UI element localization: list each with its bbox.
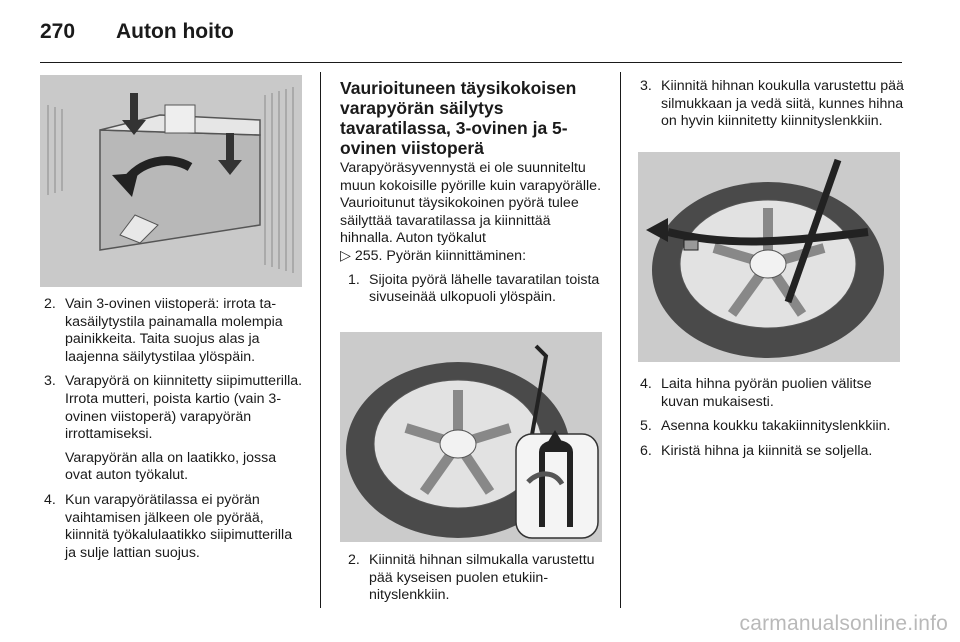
intro-text: Varapyöräsyvennystä ei ole suunniteltu muun kokoisille pyörille kuin varapyörälle. Vaurioitunut täysikokoinen pyörä tulee säilyttää tavaratilassa ja kiinnittää hihnalla. Auton työkalut [340,160,602,247]
steps-list-col3a [640,78,906,131]
item-text: Vain 3-ovinen viistoperä: irrota takasäilytystila painamalla molempia painikkeita. Taita suojus alas ja laajenna säilytystilaa ylöspäin. [65,296,283,365]
header-rule [40,62,902,63]
arrow-ref-icon: ▷ [340,247,351,264]
item-text: Kiinnitä hihnan koukulla varustettu pää silmukkaan ja vedä siitä, kunnes hihna on hyvin kiinnitetty kiinnityslenkkiin. [661,78,904,130]
ref-text: 255. Pyörän kiinnittäminen: [354,247,527,264]
item-number: 2. [44,296,56,312]
list-item [44,492,306,562]
list-item [640,78,906,131]
column-3-text-top [640,78,906,138]
list-item [348,552,606,605]
column-divider-2 [620,72,621,608]
item-text: Varapyörä on kiinnitetty siipimutterilla. Irrota mutteri, poista kartio (vain 3-ovinen viistoperä) varapyörän irrottamiseksi. [65,373,303,443]
item-number: 1. [348,271,360,288]
list-item [640,443,908,461]
section-heading: Vaurioituneen täysikokoisen varapyörän säilytys tavaratilassa, 3-ovinen ja 5-ovinen viistoperä [340,78,577,158]
steps-list-col2b [348,552,606,605]
page-header [40,20,902,60]
item-text: Sijoita pyörä lähelle tavaratilan toista sivuseinää ulkopuoli ylöspäin. [369,271,600,306]
item-text: Kiinnitä hihnan silmukalla varustettu pää kyseisen puolen etukiinnityslenkkiin. [369,552,595,604]
item-number: 5. [640,418,652,435]
item-text: Laita hihna pyörän puolien välitse kuvan mukaisesti. [661,376,872,410]
item-number: 4. [640,376,652,392]
figure-wheel-strap-hook [638,152,900,362]
steps-list-col3b [640,376,908,460]
item-number: 2. [348,552,360,568]
column-2-text-bottom [348,552,606,612]
figure-storage-cover [40,75,302,287]
figure-wheel-strap-loop [340,332,602,542]
item-number: 3. [640,78,652,94]
steps-list-col2a [340,272,604,307]
list-item [44,373,306,485]
column-divider-1 [320,72,321,608]
list-item [640,376,908,411]
column-3-text-bottom [640,376,908,467]
column-1-text [44,296,306,569]
steps-list-col1 [44,296,306,562]
item-subtext: Varapyörän alla on laatikko, jossa ovat auton työkalut. [65,449,277,484]
list-item [44,296,306,366]
item-text: Kun varapyörätilassa ei pyörän vaihtamisen jälkeen ole pyörää, kiinnitä työkalulaatikko siipimutterilla ja sulje lattian suojus. [65,491,293,561]
intro-paragraph [340,160,604,266]
list-item [640,418,908,436]
chapter-title: Auton hoito [116,20,234,43]
column-2-text [340,78,604,314]
page-number: 270 [40,20,76,43]
item-number: 3. [44,373,56,390]
list-item [348,272,604,307]
item-number: 6. [640,442,652,459]
item-text: Asenna koukku takakiinnityslenkkiin. [661,418,891,435]
item-number: 4. [44,491,56,508]
watermark: carmanualsonline.info [739,612,948,635]
item-text: Kiristä hihna ja kiinnitä se soljella. [661,442,873,459]
